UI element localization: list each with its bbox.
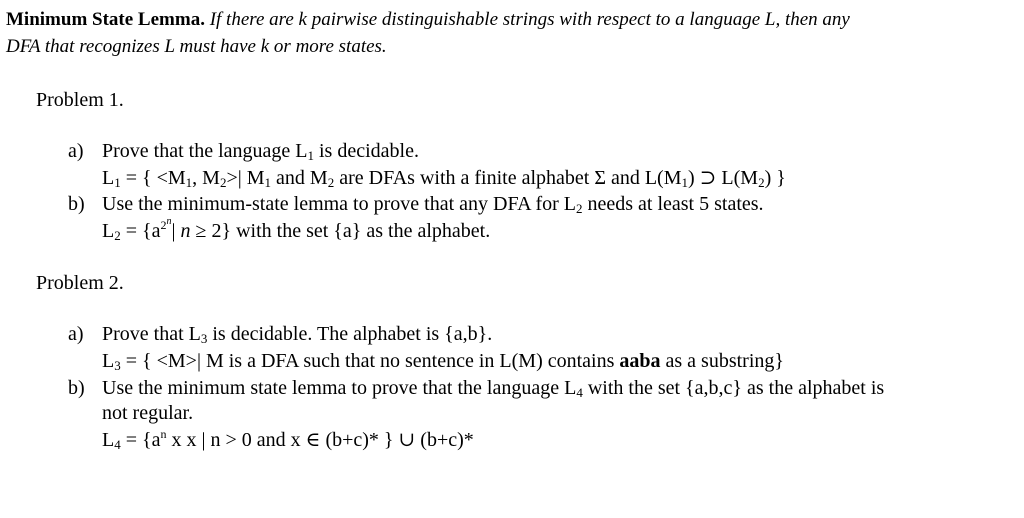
problem-2a-text: Prove that $L_3$ is decidable. The alphabet is {a,b}. <box>102 323 493 346</box>
lemma-title: Minimum State Lemma. <box>6 9 205 30</box>
problem-1a-text: Prove that the language $L_1$ is decidable. <box>102 140 419 163</box>
problem-2a-definition: $L_3$ = { <M>| M is a DFA such that no sentence in L(M) contains aaba as a substring} <box>102 350 784 373</box>
problem-1a-definition: $L_1$ = { $<M_1$, $M_2>|$ $M_1$ and $M_2$ are DFAs with a finite alphabet Σ and $L(M_1)$ ⊃ $L(M_2)$ } <box>102 167 786 190</box>
problem-2a-marker: a) <box>68 323 84 345</box>
problem-2b-definition: $L_4 = \{a^n$ x x | n > 0 and x ∈ (b+c)* } ∪ (b+c)* <box>102 427 474 452</box>
problem-2b-text-line-2: not regular. <box>102 402 194 424</box>
problem-1-heading: Problem 1. <box>36 89 124 111</box>
problem-1a-marker: a) <box>68 140 84 162</box>
problem-2-heading: Problem 2. <box>36 272 124 294</box>
lemma-statement-2: DFA that recognizes L must have k or more states. <box>6 36 387 57</box>
problem-1b-text: Use the minimum-state lemma to prove that any DFA for $L_2$ needs at least 5 states. <box>102 193 764 216</box>
problem-1b-definition: $L_2 = \{a^{2^n}|$ n ≥ 2} with the set {a} as the alphabet. <box>102 216 491 243</box>
lemma-line-1 <box>6 8 850 32</box>
lemma-line-2 <box>6 35 387 59</box>
lemma-statement-1: If there are k pairwise distinguishable strings with respect to a language L, then any <box>209 9 850 30</box>
problem-1b-marker: b) <box>68 193 85 215</box>
problem-2b-marker: b) <box>68 377 85 399</box>
problem-2b-text: Use the minimum state lemma to prove that the language $L_4$ with the set {a,b,c} as the alphabet is <box>102 377 885 400</box>
